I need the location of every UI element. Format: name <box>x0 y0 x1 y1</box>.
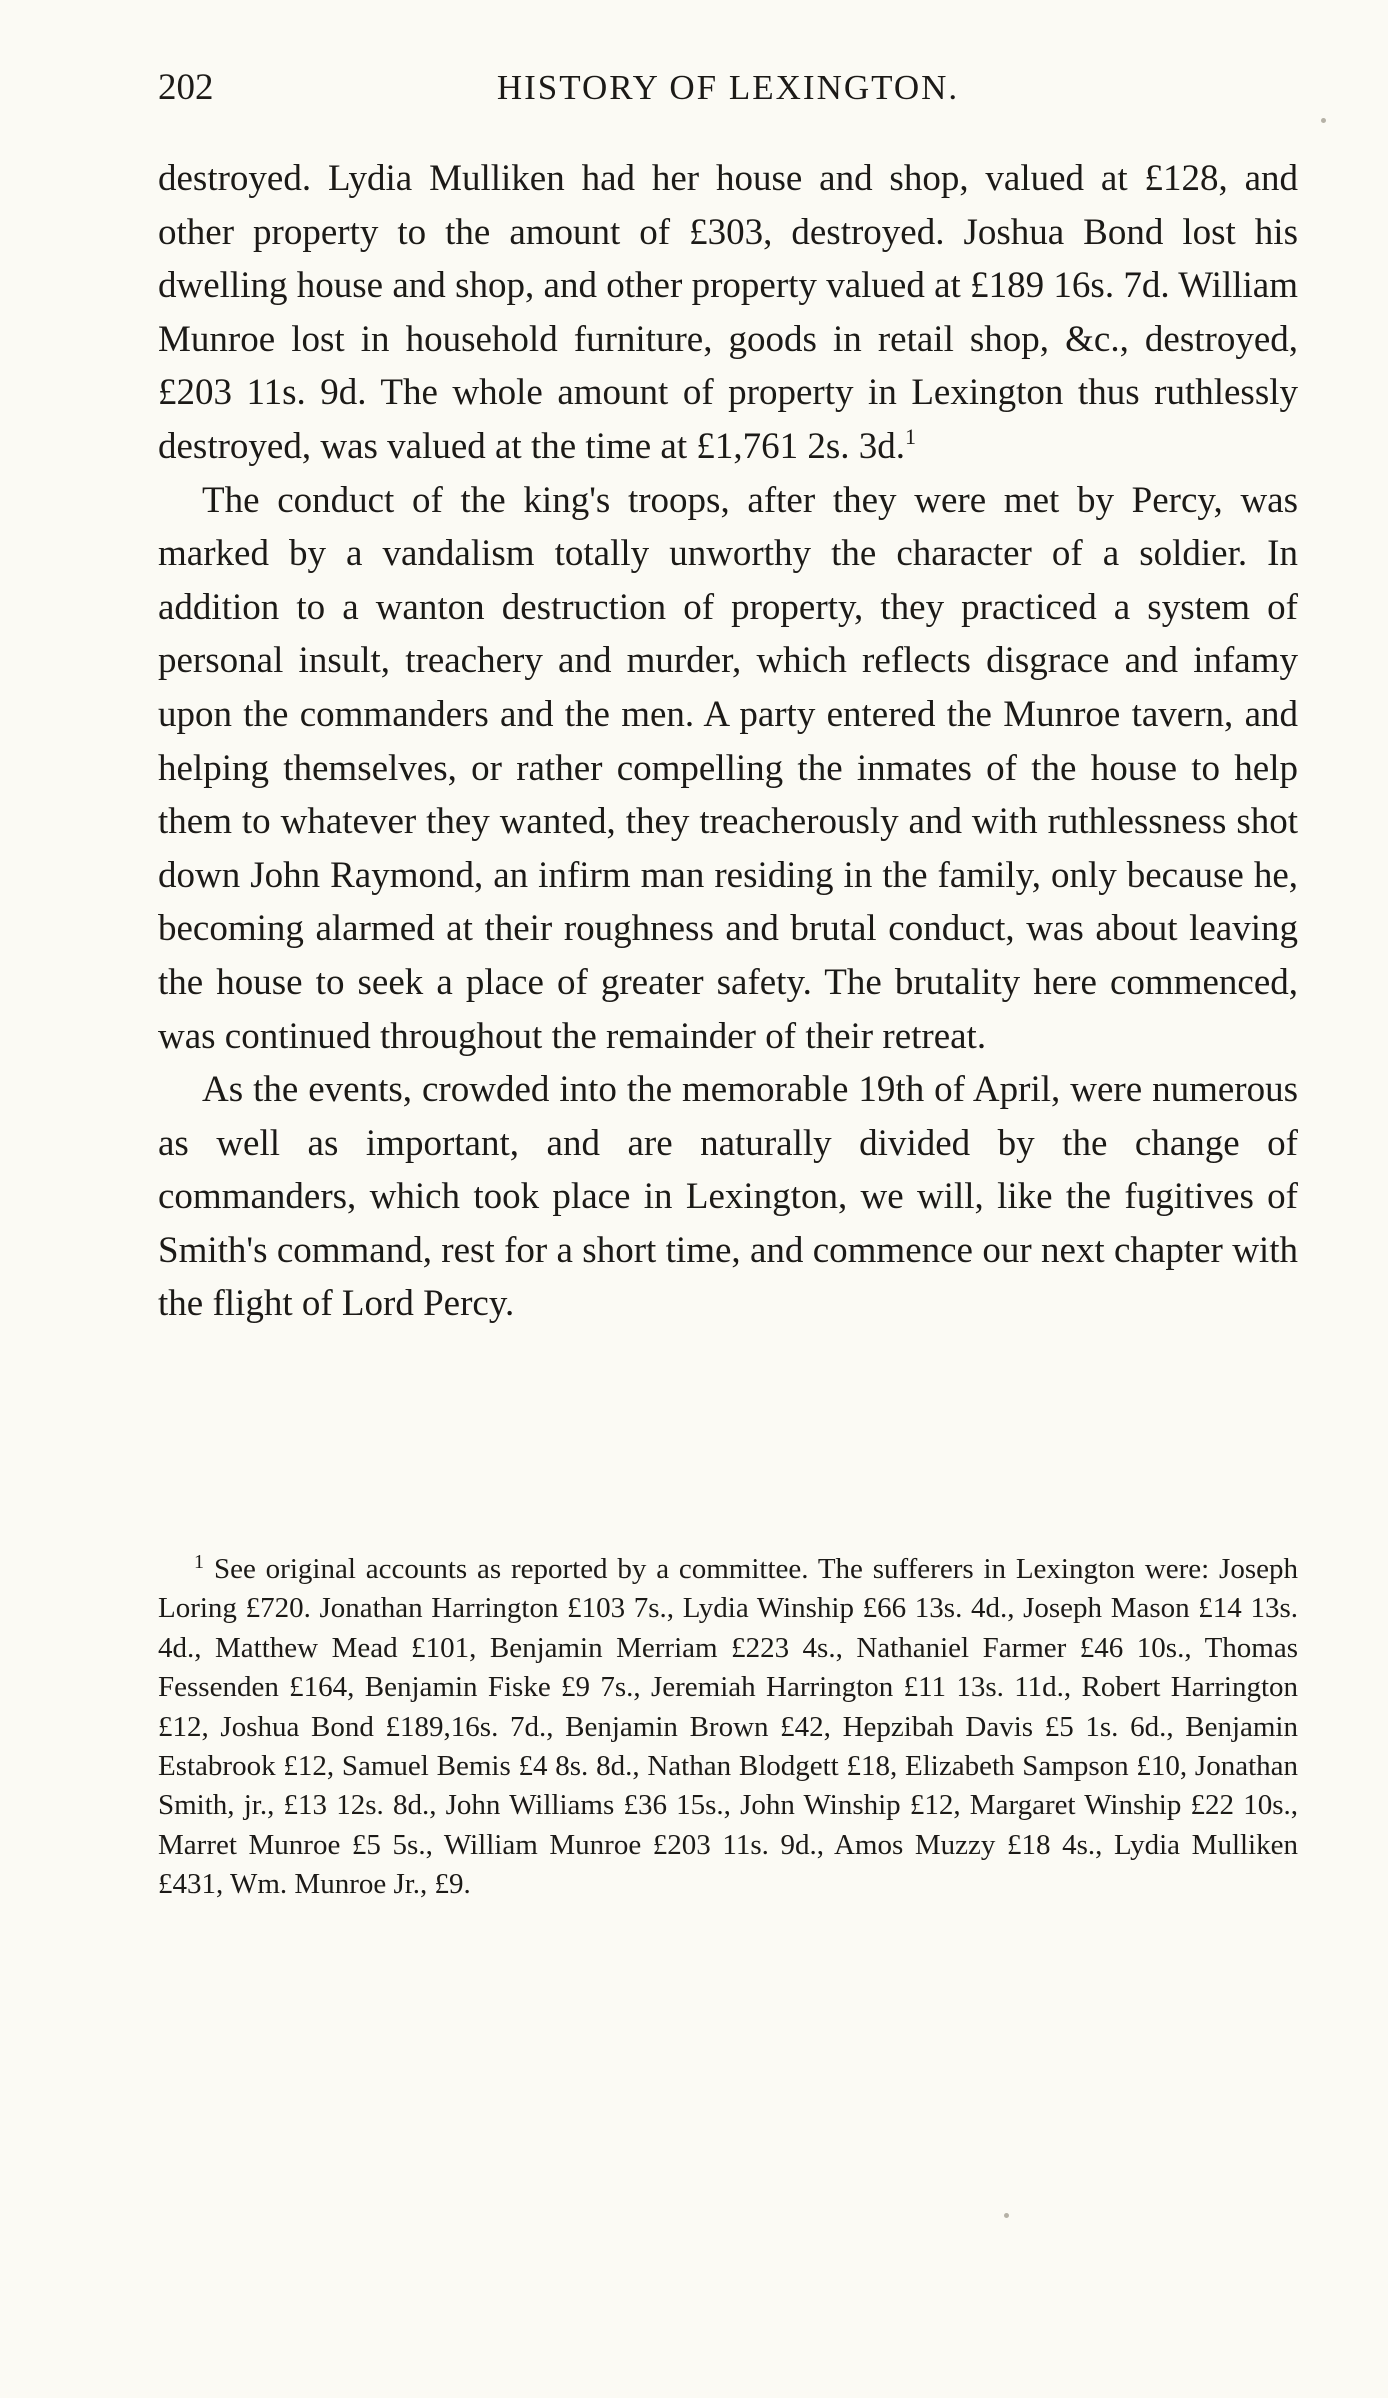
footnote-number: 1 <box>194 1551 204 1573</box>
footnote <box>158 1550 1298 1905</box>
running-head <box>158 64 1298 112</box>
body-text <box>158 152 1298 1331</box>
paragraph-1-text: destroyed. Lydia Mulliken had her house and shop, valued at £128, and other property to the amount of £303, destroyed. Joshua Bond lost his dwelling house and shop, and other property valued at £189 16s. 7d. William Munroe lost in household furniture, goods in retail shop, &c., destroyed, £203 11s. 9d. The whole amount of property in Lexington thus ruthlessly destroyed, was valued at the time at £1,761 2s. 3d. <box>158 158 1298 467</box>
running-title: HISTORY OF LEXINGTON. <box>496 68 960 107</box>
footnote-reference: 1 <box>905 423 917 449</box>
footnote-text: See original accounts as reported by a committee. The sufferers in Lexington were: Joseph Loring £720. Jonathan Harrington £103 7s., Lydia Winship £66 13s. 4d., Joseph Mason £14 13s. 4d., Matthew Mead £101, Benjamin Merriam £223 4s., Nathaniel Farmer £46 10s., Thomas Fessenden £164, Benjamin Fiske £9 7s., Jeremiah Harrington £11 13s. 11d., Robert Harrington £12, Joshua Bond £189,16s. 7d., Benjamin Brown £42, Hepzibah Davis £5 1s. 6d., Benjamin Estabrook £12, Samuel Bemis £4 8s. 8d., Nathan Blodgett £18, Elizabeth Sampson £10, Jonathan Smith, jr., £13 12s. 8d., John Williams £36 15s., John Winship £12, Margaret Winship £22 10s., Marret Munroe £5 5s., William Munroe £203 11s. 9d., Amos Muzzy £18 4s., Lydia Mulliken £431, Wm. Munroe Jr., £9. <box>158 1553 1298 1901</box>
paper-speck <box>1004 2213 1009 2218</box>
footnote-paragraph <box>158 1550 1298 1905</box>
page-number: 202 <box>158 67 214 108</box>
paragraph-1 <box>158 152 1298 474</box>
paragraph-3: As the events, crowded into the memorable 19th of April, were numerous as well as important, and are naturally divided by the change of commanders, which took place in Lexington, we will, like the fugitives of Smith's command, rest for a short time, and commence our next chapter with the flight of Lord Percy. <box>158 1069 1298 1325</box>
paper-speck <box>1321 118 1326 123</box>
paragraph-2: The conduct of the king's troops, after they were met by Percy, was marked by a vandalism totally unworthy the character of a soldier. In addition to a wanton destruction of property, they practiced a system of personal insult, treachery and murder, which reflects disgrace and infamy upon the commanders and the men. A party entered the Munroe tavern, and helping themselves, or rather compelling the inmates of the house to help them to whatever they wanted, they treacherously and with ruthlessness shot down John Raymond, an infirm man residing in the family, only because he, becoming alarmed at their roughness and brutal conduct, was about leaving the house to seek a place of greater safety. The brutality here commenced, was continued throughout the remainder of their retreat. <box>158 479 1298 1057</box>
